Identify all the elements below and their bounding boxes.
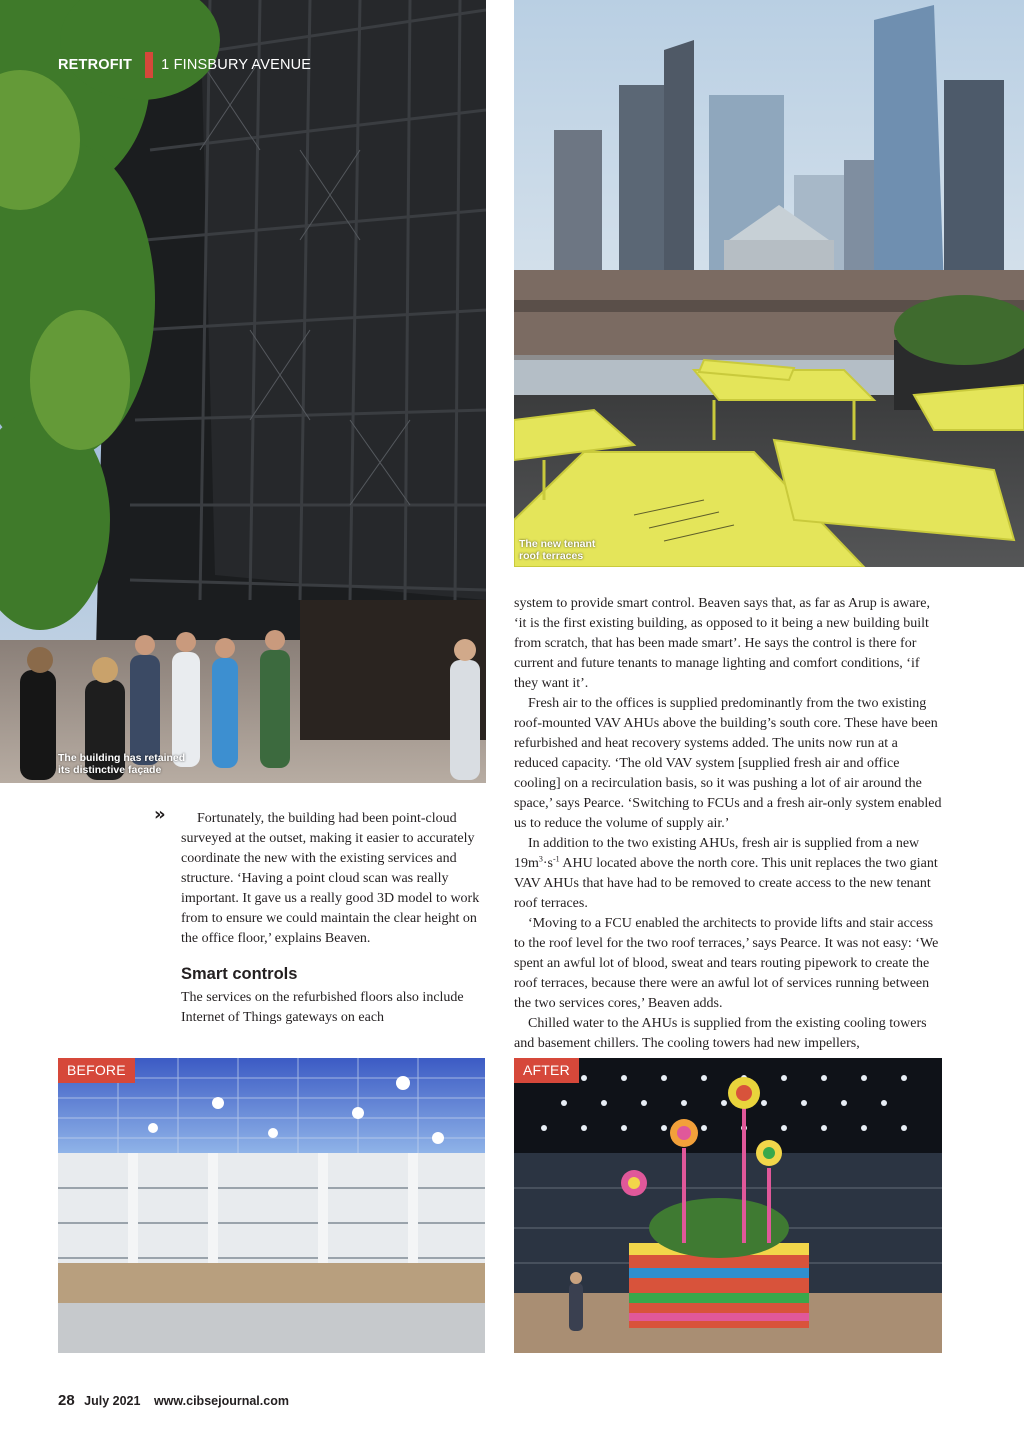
header-accent-bar <box>145 52 153 78</box>
right-paragraph-4: ‘Moving to a FCU enabled the architects to provide lifts and stair access to the roof level for the two roof terraces,’ says Pearce. It was not easy: ‘We spent an awful lot of blood, sweat and tears routing pipework to create the roof terraces, because there were an awful lot of services running between the two services cores,’ Beaven adds. <box>514 916 939 1011</box>
roof-terrace-image <box>514 0 1024 567</box>
p3-text-before: In addition to the two existing AHUs, fresh air is supplied from a new 19m <box>514 836 920 871</box>
facade-photo <box>0 0 486 783</box>
p3-superscript-3: 3 <box>538 854 543 864</box>
right-paragraph-2: Fresh air to the offices is supplied predominantly from the two existing roof-mounted VAV AHUs above the building’s south core. These have been refurbished and heat recovery systems added. The units now run at a reduced capacity. ‘The old VAV system [supplied fresh air and office cooling] on a recirculation basis, so it was pushing a lot of air around the space,’ says Pearce. ‘Switching to FCUs and a fresh air-only system enabled us to reduce the volume of supply air.’ <box>514 696 942 831</box>
p3-text-after: AHU located above the north core. This unit replaces the two giant VAV AHUs that have had to be removed to create access to the new tenant roof terraces. <box>514 856 938 911</box>
page-number: 28 <box>58 1392 75 1409</box>
left-paragraph-2: The services on the refurbished floors also include Internet of Things gateways on each <box>181 990 464 1025</box>
issue-date: July 2021 <box>84 1394 141 1408</box>
after-tag: AFTER <box>514 1058 579 1083</box>
continuation-mark: » <box>154 804 166 825</box>
right-text-column <box>514 594 944 1054</box>
right-paragraph-3 <box>514 834 944 914</box>
page-footer <box>58 1392 289 1409</box>
terrace-caption <box>519 538 595 562</box>
article-label: 1 FINSBURY AVENUE <box>161 57 312 73</box>
right-paragraph-5: Chilled water to the AHUs is supplied from the existing cooling towers and basement chillers. The cooling towers had new impellers, <box>514 1016 927 1051</box>
facade-photo-image <box>0 0 486 783</box>
atrium-before-image <box>58 1058 485 1353</box>
atrium-after-image <box>514 1058 942 1353</box>
terrace-caption-line1: The new tenant <box>519 538 596 550</box>
atrium-after-photo <box>514 1058 942 1353</box>
facade-caption <box>58 752 185 776</box>
subheading-smart-controls: Smart controls <box>181 965 298 983</box>
terrace-caption-line2: roof terraces <box>519 550 584 562</box>
section-label: RETROFIT <box>58 57 133 73</box>
p3-text-mid: ·s <box>542 856 554 871</box>
facade-caption-line1: The building has retained <box>58 752 186 764</box>
left-intro-paragraph: Fortunately, the building had been point-cloud surveyed at the outset, making it easier to accurately coordinate the new with the existing services and structure. ‘Having a point cloud scan was really important. It gave us a really good 3D model to work from to ensure we could maintain the clear height on the office floor,’ explains Beaven. <box>181 811 480 946</box>
roof-terrace-photo <box>514 0 1024 567</box>
before-tag: BEFORE <box>58 1058 135 1083</box>
p3-superscript-minus1: -1 <box>553 854 560 864</box>
running-header <box>58 52 311 78</box>
website-link[interactable]: www.cibsejournal.com <box>153 1394 289 1408</box>
left-text-column <box>181 809 481 1028</box>
right-paragraph-1: system to provide smart control. Beaven says that, as far as Arup is aware, ‘it is the first existing building, as opposed to it being a new building built from scratch, that has been made smart’. He says the control is there for current and future tenants to manage lighting and comfort conditions, ‘if they want it’. <box>514 596 931 691</box>
atrium-before-photo <box>58 1058 485 1353</box>
facade-caption-line2: its distinctive façade <box>58 764 162 776</box>
